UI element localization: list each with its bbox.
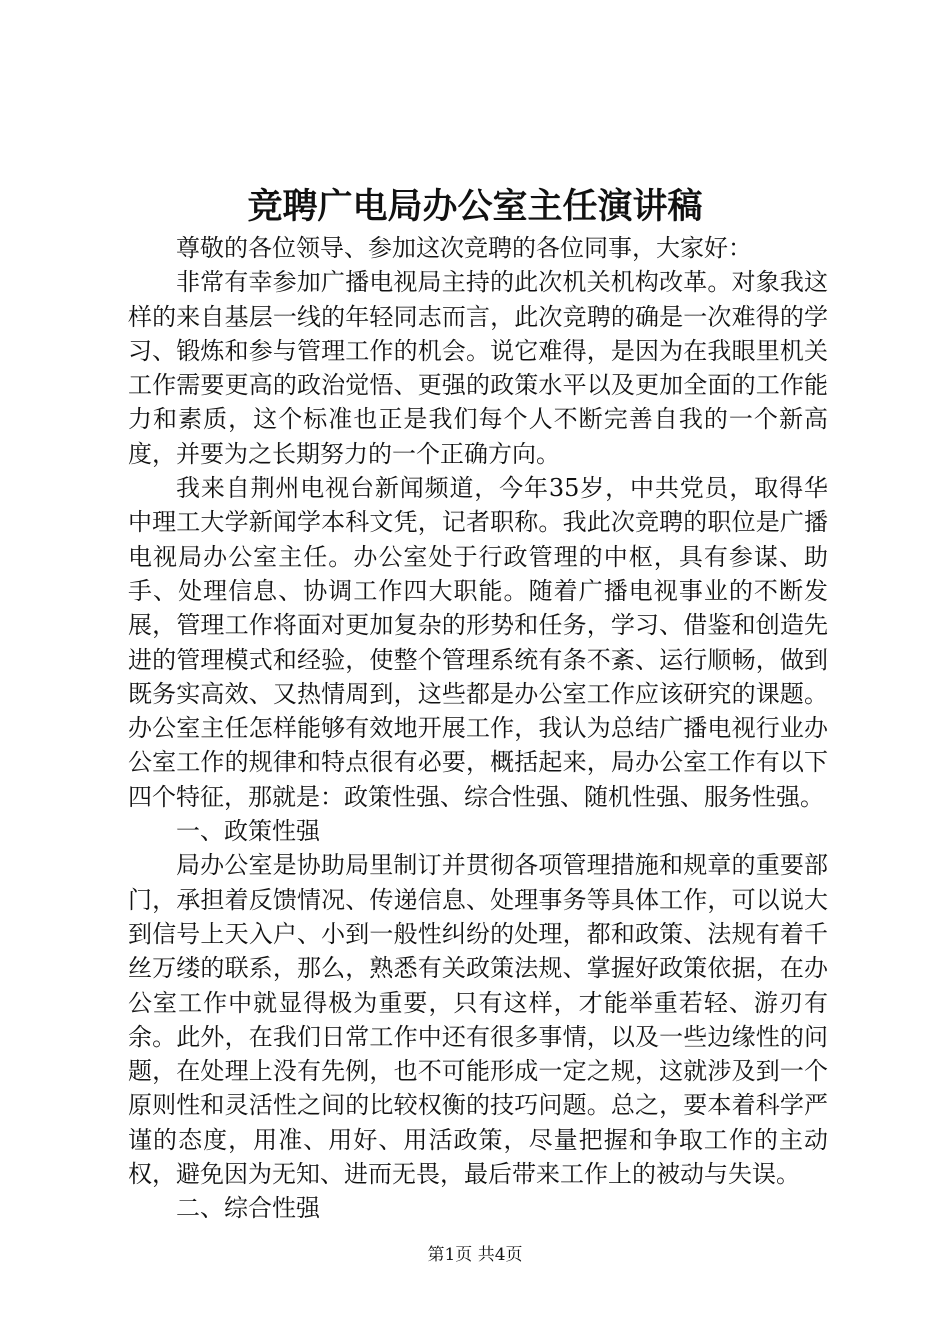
section-heading-comprehensive: 二、综合性强: [176, 1194, 320, 1223]
document-title: 竞聘广电局办公室主任演讲稿: [247, 186, 703, 227]
document-body: [128, 231, 828, 1226]
policy-paragraph: 局办公室是协助局里制订并贯彻各项管理措施和规章的重要部门，承担着反馈情况、传递信息、处理事务等具体工作，可以说大到信号上天入户、小到一般性纠纷的处理，都和政策、法规有着千丝万缕的联系，那么，熟悉有关政策法规、掌握好政策依据，在办公室工作中就显得极为重要，只有这样，才能举重若轻、游刃有余。此外，在我们日常工作中还有很多事情，以及一些边缘性的问题，在处理上没有先例，也不可能形成一定之规，这就涉及到一个原则性和灵活性之间的比较权衡的技巧问题。总之，要本着科学严谨的态度，用准、用好、用活政策，尽量把握和争取工作的主动权，避免因为无知、进而无畏，最后带来工作上的被动与失误。: [128, 851, 828, 1189]
page-number-footer: 第1页 共4页: [427, 1245, 523, 1265]
salutation-paragraph: 尊敬的各位领导、参加这次竞聘的各位同事，大家好：: [176, 234, 752, 262]
self-introduction-paragraph: 我来自荆州电视台新闻频道，今年35岁，中共党员，取得华中理工大学新闻学本科文凭，记者职称。我此次竞聘的职位是广播电视局办公室主任。办公室处于行政管理的中枢，具有参谋、助手、处理信息、协调工作四大职能。随着广播电视事业的不断发展，管理工作将面对更加复杂的形势和任务，学习、借鉴和创造先进的管理模式和经验，使整个管理系统有条不紊、运行顺畅，做到既务实高效、又热情周到，这些都是办公室工作应该研究的课题。办公室主任怎样能够有效地开展工作，我认为总结广播电视行业办公室工作的规律和特点很有必要，概括起来，局办公室工作有以下四个特征，那就是：政策性强、综合性强、随机性强、服务性强。: [128, 474, 828, 811]
intro-paragraph: 非常有幸参加广播电视局主持的此次机关机构改革。对象我这样的来自基层一线的年轻同志而言，此次竞聘的确是一次难得的学习、锻炼和参与管理工作的机会。说它难得，是因为在我眼里机关工作需要更高的政治觉悟、更强的政策水平以及更加全面的工作能力和素质，这个标准也正是我们每个人不断完善自我的一个新高度，并要为之长期努力的一个正确方向。: [128, 268, 828, 468]
section-heading-policy: 一、政策性强: [176, 817, 320, 846]
